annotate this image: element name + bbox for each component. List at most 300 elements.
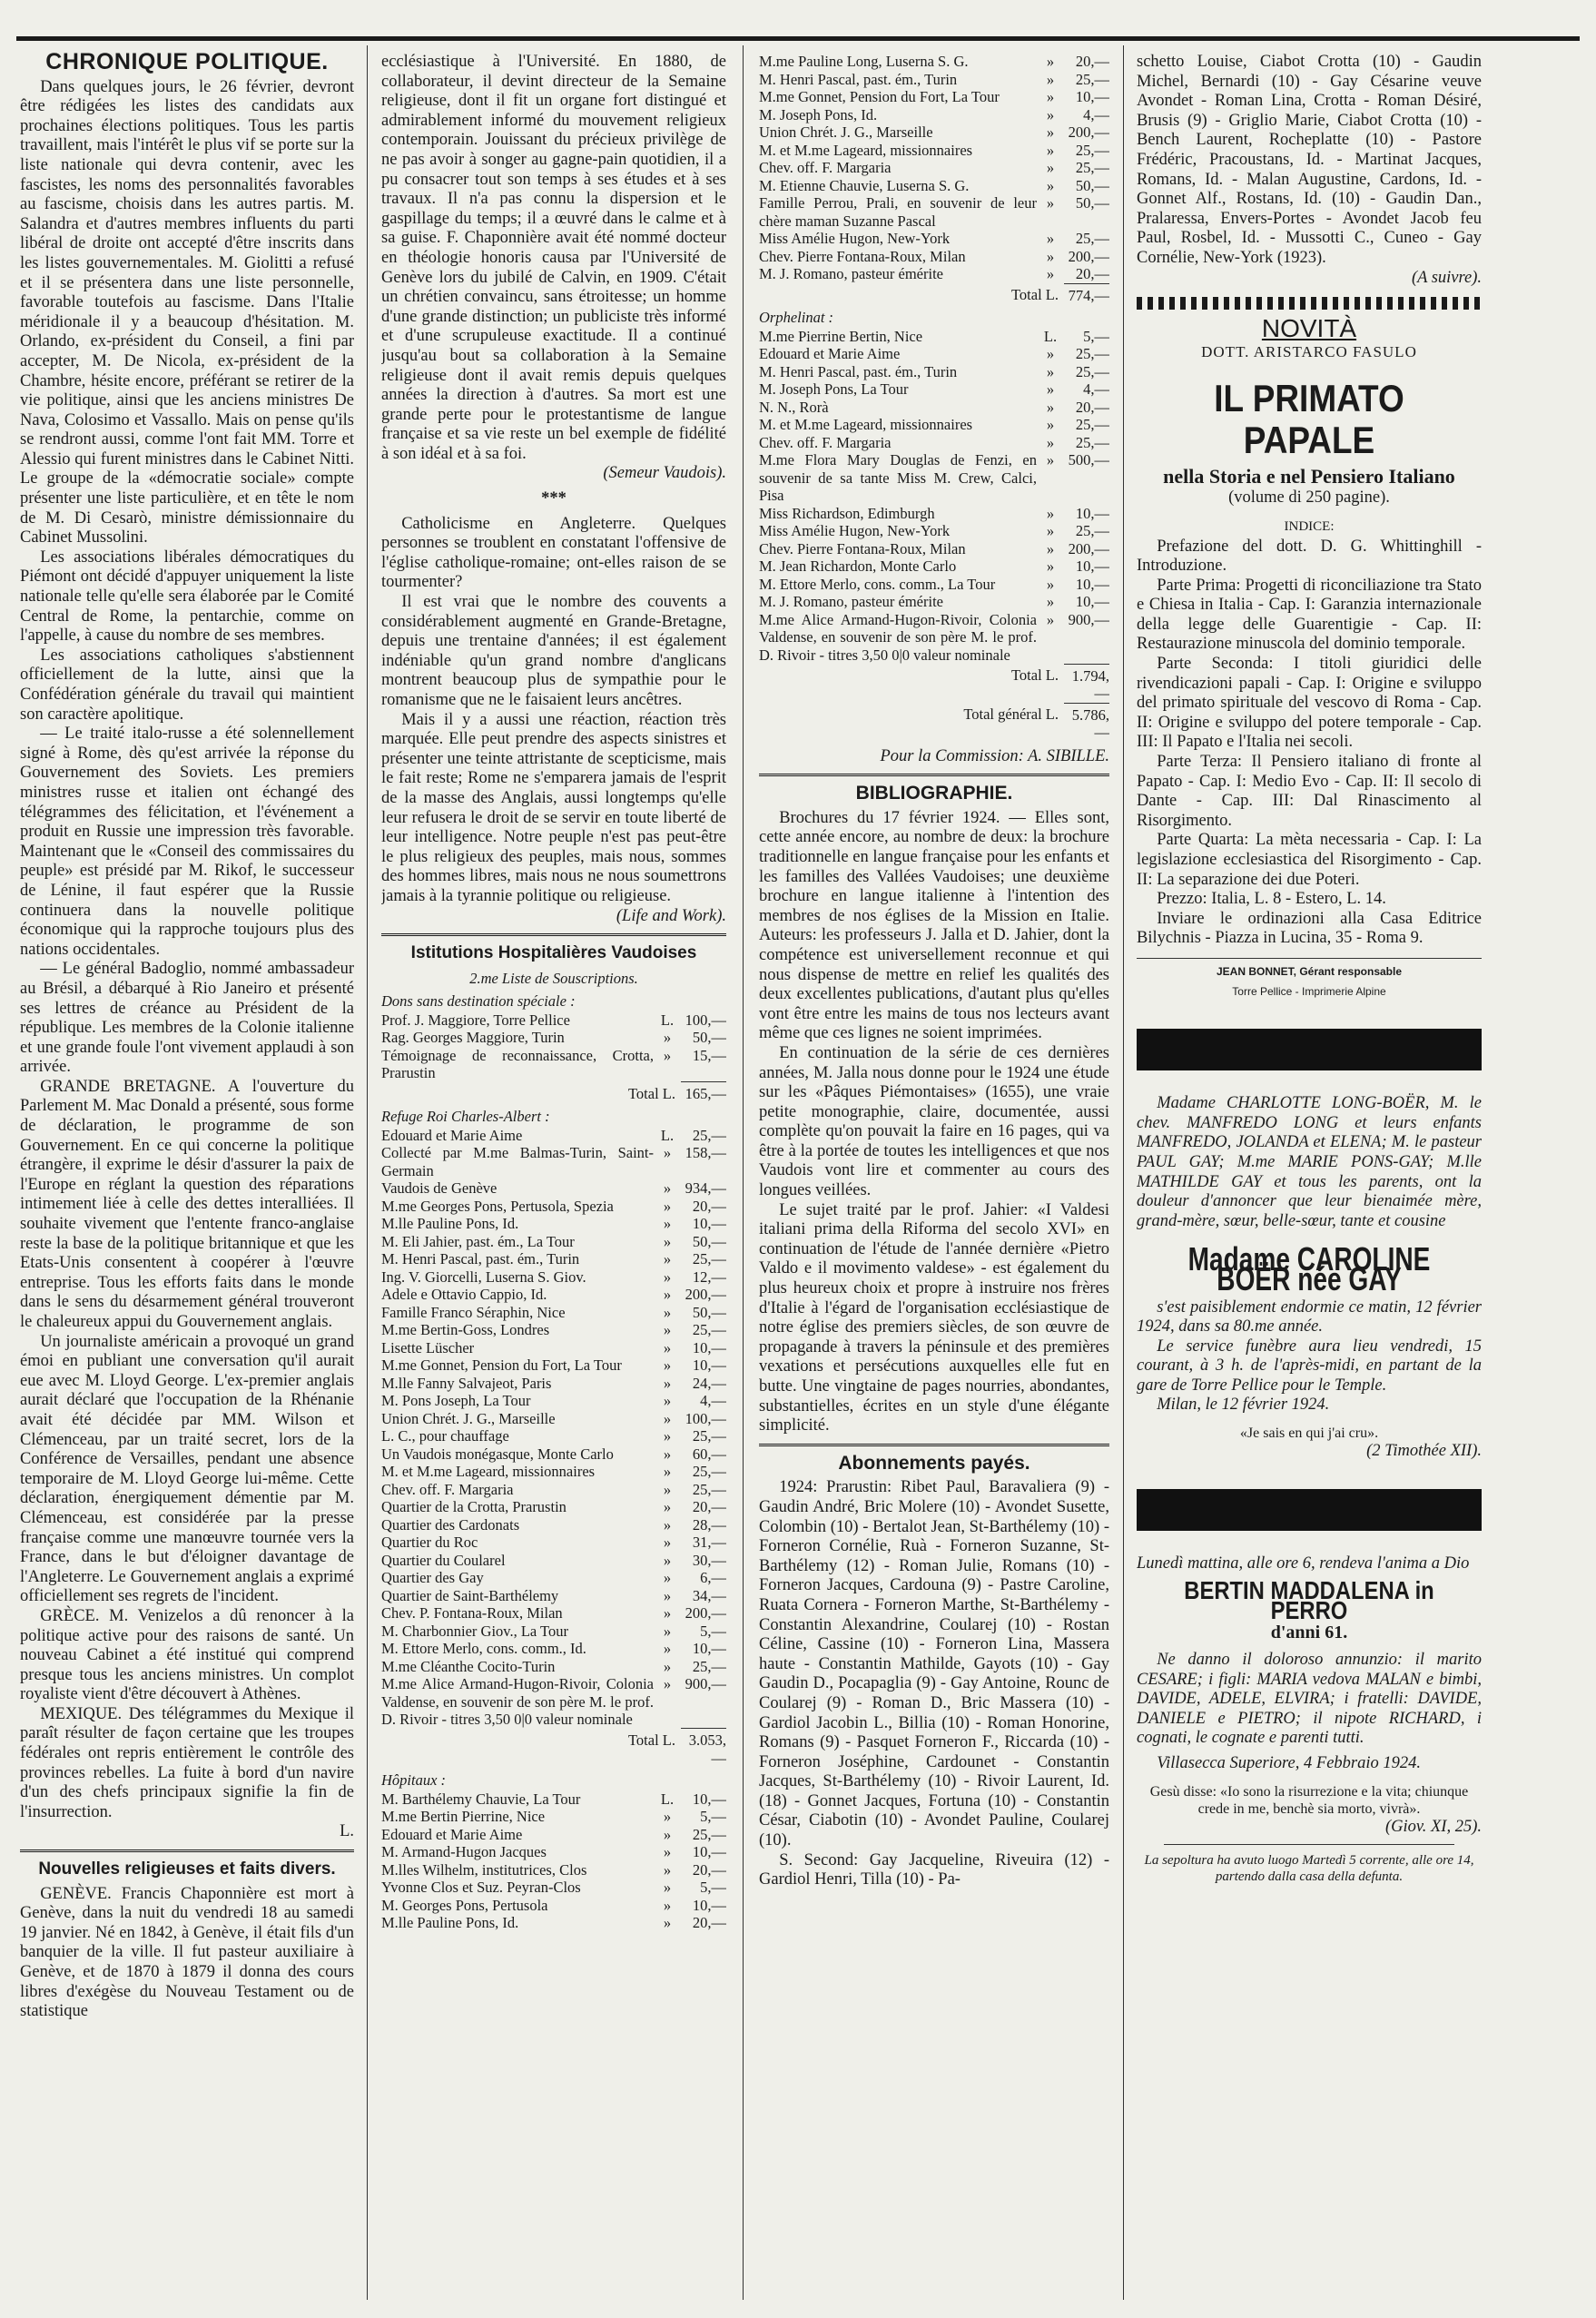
currency-mark: » [1046, 70, 1055, 88]
paragraph: En continuation de la série de ces dernières années, M. Jalla nous donne pour le 1924 une étude sur les «Pâques Piémontaises» (1655), une vraie petite monographie, claire, documentée, aussi complète qu'on pouvait la faire en 16 pages, qui va être à la portée de toutes les intelligences et que nos Vaudois vont lire et commenter au cours des longues veillées. [759, 1043, 1109, 1200]
currency-mark: » [663, 1843, 672, 1861]
donor-name: M. Henri Pascal, past. ém., Turin [381, 1250, 580, 1268]
amount: 200,— [1068, 539, 1109, 557]
amount: 20,— [692, 1197, 726, 1215]
currency-mark: » [1046, 265, 1055, 282]
donor-name: M. Jean Richardon, Monte Carlo [759, 557, 957, 576]
amount: 200,— [685, 1286, 726, 1303]
total-row [759, 703, 1109, 742]
paragraph: Il est vrai que le nombre des couvents a considérablement augmenté en Grande-Bretagne, depuis une trentaine d'années; il est également indéniable qu'un grand nombre d'anglicans montrent beaucoup plus de sympathie pour le romanisme que ne le faisaient leurs ancêtres. [381, 593, 726, 709]
total-row [759, 664, 1109, 703]
donation-row [759, 248, 1109, 266]
donor-name: M.me Gonnet, Pension du Fort, La Tour [381, 1356, 622, 1374]
donor-name: M.me Pauline Long, Luserna S. G. [759, 53, 969, 70]
currency-mark: » [663, 1179, 672, 1197]
donation-row [759, 88, 1109, 106]
donor-name: Union Chrét. J. G., Marseille [759, 123, 933, 141]
donation-row [759, 593, 1109, 611]
currency-mark: » [663, 1480, 672, 1498]
book-contents [1137, 538, 1482, 949]
donation-row [381, 1144, 726, 1179]
amount: 20,— [692, 1498, 726, 1515]
currency-mark: » [1046, 53, 1055, 70]
currency-mark: » [663, 1250, 672, 1268]
paragraph: Brochures du 17 février 1924. — Elles sont, cette année encore, au nombre de deux: la brochure traditionnelle en langue française pour les enfants et les familles des Vallées Vaudoises; une deuxième brochure en langue italienne à l'intention des membres de nos églises de la Mission en Italie. Auteurs: les professeurs J. Jalla et D. Jahier, dont la compétence est universellement reconnue et qui nous dispense de mettre en relief les qualités des deux excellentes publications, d'autant plus qu'elles vont être entre les mains de tous nos lecteurs avant même que ces lignes ne soient imprimées. [759, 808, 1109, 1043]
amount: 10,— [692, 1215, 726, 1232]
bibliographie-heading: BIBLIOGRAPHIE. [855, 783, 1013, 804]
currency-mark: » [663, 1498, 672, 1515]
amount: 200,— [1068, 247, 1109, 265]
abonnements-heading: Abonnements payés. [838, 1452, 1030, 1474]
donor-name: M. J. Romano, pasteur émérite [759, 593, 943, 611]
donor-name: Edouard et Marie Aime [381, 1126, 523, 1144]
catholicisme-body [381, 515, 726, 907]
donor-name: M. et M.me Lageard, missionnaires [759, 141, 973, 159]
donation-row [759, 540, 1109, 558]
donor-name: M.me Alice Armand-Hugon-Rivoir, Colonia Valdense, en souvenir de son père M. le prof. D. Rivoir - titres 3,50 0|0 valeur nominale [759, 610, 1037, 664]
donation-row [759, 159, 1109, 177]
currency-mark: L. [1043, 327, 1058, 345]
donation-row [759, 576, 1109, 594]
amount: 50,— [692, 1029, 726, 1047]
a-suivre: (A suivre). [1411, 268, 1482, 287]
amount: 5,— [1083, 327, 1109, 345]
currency-mark: » [663, 1534, 672, 1551]
donor-name: M. J. Romano, pasteur émérite [759, 265, 943, 282]
donor-name: Yvonne Clos et Suz. Peyran-Clos [381, 1879, 581, 1897]
section-rule [759, 1444, 1109, 1446]
paragraph: MEXIQUE. Des télégrammes du Mexique il paraît résulter de façon certaine que les troupes fédérales ont repris entièrement le contrôle des provinces rebelles. La fuite à bord d'un navire d'un des chefs principaux signifie la fin de l'insurrection. [20, 1704, 354, 1821]
currency-mark: » [1046, 416, 1055, 434]
paragraph: Inviare le ordinazioni alla Casa Editrice Bilychnis - Piazza in Lucina, 35 - Roma 9. [1137, 909, 1482, 948]
amount: 30,— [692, 1551, 726, 1569]
donor-name: Un Vaudois monégasque, Monte Carlo [381, 1445, 614, 1463]
currency-mark: » [663, 1860, 672, 1879]
donation-row [381, 1268, 726, 1287]
currency-mark: » [663, 1029, 672, 1047]
total-amount: 165,— [681, 1082, 726, 1103]
column-divider [1123, 45, 1124, 2300]
donation-row [759, 434, 1109, 452]
donation-row [381, 1047, 726, 1082]
currency-mark: L. [660, 1790, 675, 1808]
amount: 25,— [692, 1480, 726, 1498]
death2-text: Ne danno il doloroso annunzio: il marito CESARE; i figli: MARIA vedova MALAN e bimbi, DAVIDE, ADELE, ELVIRA; i fratelli: DAVIDE, DANIELE e PIETRO; il nipote RICHARD, i cognati, le cognate e parenti tutti. [1137, 1651, 1482, 1748]
donor-name: Chev. Pierre Fontana-Roux, Milan [759, 247, 966, 265]
currency-mark: » [663, 1197, 672, 1215]
amount: 200,— [685, 1604, 726, 1622]
amount: 25,— [692, 1657, 726, 1675]
donor-name: Prof. J. Maggiore, Torre Pellice [381, 1011, 570, 1029]
amount: 6,— [700, 1569, 726, 1586]
separator-stars: *** [541, 489, 566, 508]
paragraph: Prefazione del dott. D. G. Whittinghill - Introduzione. [1137, 537, 1482, 576]
amount: 10,— [692, 1896, 726, 1914]
paragraph: Prezzo: Italia, L. 8 - Estero, L. 14. [1157, 890, 1386, 909]
amount: 5,— [700, 1622, 726, 1640]
death1-text: s'est paisiblement endormie ce matin, 12 février 1924, dans sa 80.me année. [1137, 1297, 1482, 1337]
currency-mark: » [663, 1657, 672, 1675]
donor-name: Quartier des Gay [381, 1569, 484, 1586]
amount: 20,— [692, 1860, 726, 1879]
donor-name: M.me Alice Armand-Hugon-Rivoir, Colonia Valdense, en souvenir de son père M. le prof. D. Rivoir - titres 3,50 0|0 valeur nominale [381, 1675, 654, 1728]
currency-mark: » [1046, 433, 1055, 451]
donor-name: M. Pons Joseph, La Tour [381, 1392, 531, 1409]
imprimerie-line: Torre Pellice - Imprimerie Alpine [1232, 984, 1386, 998]
amount: 25,— [692, 1463, 726, 1480]
donation-row [381, 1250, 726, 1268]
currency-mark: » [1046, 123, 1055, 141]
currency-mark: » [1046, 345, 1055, 363]
currency-mark: » [1046, 176, 1055, 194]
donor-name: Chev. off. F. Margaria [759, 159, 892, 176]
donation-row [381, 1675, 726, 1729]
donation-row [759, 399, 1109, 417]
donor-name: Chev. P. Fontana-Roux, Milan [381, 1604, 563, 1622]
death2-name: BERTIN MADDALENA in PERRO [1184, 1576, 1434, 1624]
amount: 25,— [1075, 345, 1109, 363]
donor-name: Chev. off. F. Margaria [381, 1480, 514, 1498]
total-amount: 5.786,— [1064, 703, 1109, 742]
donor-name: M. Joseph Pons, La Tour [759, 380, 909, 399]
currency-mark: » [1046, 141, 1055, 159]
currency-mark: » [663, 1286, 672, 1303]
currency-mark: » [663, 1622, 672, 1640]
donation-row [381, 1356, 726, 1375]
donation-row [381, 1392, 726, 1410]
donation-row [381, 1640, 726, 1658]
donation-row [381, 1604, 726, 1623]
amount: 50,— [1075, 176, 1109, 194]
section-rule [20, 1849, 354, 1852]
currency-mark: » [663, 1879, 672, 1897]
amount: 200,— [1068, 123, 1109, 141]
amount: 25,— [692, 1825, 726, 1843]
paragraph: Le sujet traité par le prof. Jahier: «I Valdesi italiani prima della Riforma del secolo XVI» en continuation de l'étude de l'année dernière «Pietro Valdo e il movimento valdese» - est également du plus heureux choix et propre à instruire nos frères d'Italie à l'égard de l'organisation ecclésiastique de notre église des premiers siècles, de son œuvre de propagande à travers la péninsule et des premières vexations et persécutions auxquelles elle fut en butte. Une vingtaine de pages nourries, abondantes, substantielles, écrites en un style d'une élégante simplicité. [759, 1200, 1109, 1435]
donor-name: Chev. Pierre Fontana-Roux, Milan [759, 539, 966, 557]
currency-mark: » [663, 1640, 672, 1657]
donor-name: Collecté par M.me Balmas-Turin, Saint-Germain [381, 1144, 654, 1179]
currency-mark: » [663, 1232, 672, 1250]
donation-row [381, 1897, 726, 1915]
paragraph: S. Second: Gay Jacqueline, Riveuira (12) - Gardiol Henri, Tilla (10) - Pa- [759, 1850, 1109, 1889]
amount: 10,— [1075, 593, 1109, 611]
amount: 100,— [685, 1011, 726, 1029]
paragraph: Catholicisme en Angleterre. Quelques personnes se troublent en constatant l'offensive de l'église catholique-romaine; ont-elles raison de se tourmenter? [381, 514, 726, 592]
total-amount: 3.053,— [681, 1729, 726, 1768]
donor-name: Miss Amélie Hugon, New-York [759, 230, 951, 247]
currency-mark: » [663, 1825, 672, 1843]
donor-name: Rag. Georges Maggiore, Turin [381, 1029, 565, 1047]
donation-row [759, 345, 1109, 363]
donation-row [381, 1481, 726, 1499]
death2-ref: (Giov. XI, 25). [1385, 1817, 1482, 1836]
currency-mark: » [1046, 504, 1055, 522]
amount: 20,— [1075, 53, 1109, 70]
currency-mark: » [663, 1604, 672, 1622]
donation-row [381, 1179, 726, 1198]
column-1 [20, 53, 354, 2303]
donation-row [759, 416, 1109, 434]
total-row [381, 1082, 726, 1103]
sec2-heading: Refuge Roi Charles-Albert : [381, 1107, 550, 1125]
donation-row [381, 1826, 726, 1844]
amount: 10,— [692, 1640, 726, 1657]
death1-intro: Madame CHARLOTTE LONG-BOËR, M. le chev. MANFREDO LONG et leurs enfants MANFREDO, JOLANDA et ELENA; M. le pasteur PAUL GAY; M.me MARIE PONS-GAY; M.lle MATHILDE GAY et tous les parents, ont la douleur d'annoncer que leur bienaimée mère, grand-mère, sœur, belle-sœur, tante et cousine [1137, 1094, 1482, 1230]
donor-name: M. et M.me Lageard, missionnaires [381, 1463, 596, 1480]
currency-mark: » [663, 1515, 672, 1534]
total-row [759, 283, 1109, 304]
nouvelles-paragraph: GENÈVE. Francis Chaponnière est mort à Genève, dans la nuit du vendredi 18 au samedi 19 janvier. Né en 1842, à Genève, il était fils d'un banquier de la ville. Il fut pasteur auxiliaire à Genève, et de 1870 à 1879 il donna des cours libres d'exégèse du Nouveau Testament ou de statistique [20, 1884, 354, 2021]
paragraph: Dans quelques jours, le 26 février, devront être rédigées les listes des candidats aux prochaines élections politiques. Tous les partis travaillent, mais l'intérêt le plus vif se porte sur la liste nationale qui devra contenir, avec les fascistes, les noms des personnalités favorables au fascisme, choisis dans les autres partis. M. Salandra et d'autres membres influents du parti libéral de droite ont accepté d'être inscrits dans les listes gouvernementales. M. Giolitti a refusé et il se présentera dans une liste personnelle, favorable toutefois au fascisme. Dans l'Italie méridionale il y a beaucoup d'hésitation. M. Orlando, ex-président du Conseil, a fini par accepter, M. De Nicola, ex-président de la Chambre, hésite encore, préférant se retirer de la vie politique, ainsi que les anciens ministres De Nava, Colosimo et Vassallo. Mais on pense qu'ils se rendront aussi, comme l'ont fait MM. Torre et Alessio qui furent ministres dans le Cabinet Nitti. Le groupe de la «démocratie sociale» compte présenter une liste particulière, et en tête le nom de M. Di Cesarò, ministre démissionnaire du Cabinet Mussolini. [20, 77, 354, 547]
donor-name: Lisette Lüscher [381, 1338, 475, 1356]
donor-name: M.lle Pauline Pons, Id. [381, 1914, 519, 1932]
donor-name: M. Joseph Pons, Id. [759, 105, 878, 123]
currency-mark: » [1046, 539, 1055, 557]
donor-name: Union Chrét. J. G., Marseille [381, 1409, 556, 1427]
amount: 24,— [692, 1374, 726, 1392]
currency-mark: » [663, 1215, 672, 1232]
donor-name: M. Barthélemy Chauvie, La Tour [381, 1790, 581, 1808]
donation-row [381, 1321, 726, 1339]
amount: 34,— [692, 1586, 726, 1604]
donor-name: M. Etienne Chauvie, Luserna S. G. [759, 176, 970, 194]
currency-mark: » [1046, 105, 1055, 123]
death2-place: Villasecca Superiore, 4 Febbraio 1924. [1157, 1754, 1421, 1772]
donation-row [381, 1375, 726, 1393]
donor-name: Témoignage de reconnaissance, Crotta, Prarustin [381, 1046, 654, 1082]
currency-mark: » [663, 1356, 672, 1374]
currency-mark: » [1046, 451, 1055, 469]
donor-name: Miss Richardson, Edimburgh [759, 504, 935, 522]
donor-name: Quartier de la Crotta, Prarustin [381, 1498, 566, 1515]
total-label: Total général L. [963, 705, 1059, 724]
currency-mark: L. [660, 1126, 675, 1144]
amount: 4,— [1083, 380, 1109, 399]
donor-name: M.me Flora Mary Douglas de Fenzi, en souvenir de sa tante Miss M. Crew, Calci, Pisa [759, 451, 1037, 505]
paragraph: Un journaliste américain a provoqué un grand émoi en publiant une conversation qu'il aurait eue avec M. Lloyd George. L'ex-premier anglais aurait déclaré que l'occupation de la Rhénanie avait été décidée par MM. Wilson et Clémenceau, par un traité secret, lors de la Conférence de Versailles, pendant une absence temporaire de M. Lloyd George lui-même. Cette déclaration, énergiquement démentie par M. Clémenceau, est considérée par la presse française comme une manœuvre tournée vers la France, dans le but d'éloigner davantage de l'Angleterre. Le Gouvernement anglais a exprimé officiellement ses regrets de l'incident. [20, 1332, 354, 1606]
amount: 25,— [692, 1321, 726, 1338]
donation-row [381, 1427, 726, 1445]
donor-name: Famille Franco Séraphin, Nice [381, 1303, 566, 1321]
donation-row [381, 1843, 726, 1861]
amount: 5,— [700, 1808, 726, 1826]
donation-row [381, 1233, 726, 1251]
donor-name: M. Henri Pascal, past. ém., Turin [759, 70, 958, 88]
donor-name: Chev. off. F. Margaria [759, 433, 892, 451]
currency-mark: » [663, 1427, 672, 1445]
donation-row [381, 1011, 726, 1030]
abonnements-continued: schetto Louise, Ciabot Crotta (10) - Gaudin Michel, Bernardi (10) - Gay Césarine veuve Avondet - Roman Lina, Crotta - Roman Désiré, Brusis (9) - Griglio Marie, Ciabot Crotta (10) - Bench Laurent, Rocheplatte (10) - Pastore Frédéric, Pracoustans, Id. - Martinat Jacques, Romans, Id. - Malan Augustine, Cardons, Id. - Gonnet Alf., Rostans, Id. (10) - Gaudin Dan., Pralaressa, Envers-Portes - Avondet Jacob feu Paul, Rosbel, Id. - Mussotti C., Cuneo - Gay Cornélie, New-York (1923). [1137, 53, 1482, 267]
paragraph: — Le traité italo-russe a été solennellement signé à Rome, dès qu'est arrivée la réponse du Gouvernement des Soviets. Les premiers ministres russe et italien ont échangé des télégrammes des félicitation, et l'événement a produit en Russie une impression très favorable. Maintenant que le «Conseil des commissaires du peuple» est présidé par M. Rikof, le successeur de Lénine, il faut espérer que la Russie continuera dans la nouvelle politique économique qui la rapproche toujours plus des nations occidentales. [20, 725, 354, 959]
donations-table-hopitaux [381, 1790, 726, 1932]
donor-name: Adele e Ottavio Cappio, Id. [381, 1286, 547, 1303]
source-life-and-work: (Life and Work). [616, 906, 726, 925]
death1-quote: «Je sais en qui j'ai cru». [1239, 1425, 1379, 1442]
donation-row [759, 142, 1109, 160]
donations-table-general [381, 1011, 726, 1103]
amount: 500,— [1068, 451, 1109, 469]
book-author: DOTT. ARISTARCO FASULO [1201, 342, 1417, 360]
donation-row [381, 1516, 726, 1534]
amount: 25,— [1075, 362, 1109, 380]
donation-row [759, 328, 1109, 346]
donation-row [381, 1861, 726, 1879]
amount: 158,— [685, 1144, 726, 1161]
donor-name: M. Georges Pons, Pertusola [381, 1896, 548, 1914]
amount: 4,— [700, 1392, 726, 1409]
amount: 20,— [692, 1914, 726, 1932]
donor-name: M.lles Wilhelm, institutrices, Clos [381, 1860, 587, 1879]
amount: 4,— [1083, 105, 1109, 123]
amount: 10,— [692, 1356, 726, 1374]
currency-mark: » [1046, 398, 1055, 416]
donation-row [381, 1808, 726, 1826]
column-divider [367, 45, 368, 2300]
donation-row [381, 1587, 726, 1605]
currency-mark: » [1046, 230, 1055, 247]
donor-name: M. Henri Pascal, past. ém., Turin [759, 362, 958, 380]
bibliographie-body [759, 809, 1109, 1436]
amount: 50,— [692, 1232, 726, 1250]
donation-row [381, 1534, 726, 1552]
donation-row [759, 71, 1109, 89]
amount: 10,— [1075, 504, 1109, 522]
donation-row [759, 194, 1109, 230]
donation-row [381, 1286, 726, 1304]
donation-row [759, 451, 1109, 505]
column-divider [743, 45, 744, 2300]
donation-row [381, 1498, 726, 1516]
donor-name: M.me Pierrine Bertin, Nice [759, 327, 923, 345]
currency-mark: » [663, 1896, 672, 1914]
donation-row [381, 1463, 726, 1481]
donation-row [381, 1914, 726, 1932]
donor-name: Quartier du Roc [381, 1534, 478, 1551]
death2-funeral: La sepoltura ha avuto luogo Martedì 5 corrente, alle ore 14, partendo dalla casa della defunta. [1144, 1853, 1474, 1885]
amount: 20,— [1075, 265, 1109, 282]
death2-age: d'anni 61. [1270, 1623, 1348, 1643]
donor-name: M.me Georges Pons, Pertusola, Spezia [381, 1197, 614, 1215]
paragraph: 1924: Prarustin: Ribet Paul, Baravaliera (9) - Gaudin André, Bric Molere (10) - Avondet Susette, Colombin (10) - Bertalot Jean, St-Barthélemy (10) - Forneron Cornélie, Ruà - Forneron Suzanne, St-Barthélemy (12) - Roman Julie, Romans (10) - Forneron Jacques, Cardouna (9) - Pastre Caroline, Ruata Cornera - Forneron Marthe, St-Barthélemy - Constantin Alexandrine, Coularej (10) - Rostan Céline, Cassine (10) - Forneron Lina, Massera haute - Constantin Mathilde, Gayots (10) - Gay Gaudin D., Pocapaglia (9) - Gay Antoine, Rounc de Coularej (9) - Roman D., Bric Massera (10) - Gardiol Jacobin L., Billia (10) - Roman Honorine, Romans (9) - Pasquet Forneron F., Riccarda (10) - Forneron Joséphine, Cardounet - Constantin Jacques, St-Barthélemy (10) - Rivoir Laurent, Id. (18) - Gonnet Jacques, Fortuna (10) - Constantin César, Ciabotin (10) - Avondet Pauline, Coularej (10). [759, 1478, 1109, 1850]
donation-row [759, 505, 1109, 523]
donor-name: M. Armand-Hugon Jacques [381, 1843, 547, 1861]
donation-row [381, 1879, 726, 1897]
currency-mark: » [1046, 575, 1055, 593]
sec4-heading: Orphelinat : [759, 309, 834, 326]
currency-mark: » [663, 1321, 672, 1338]
death1-service: Le service funèbre aura lieu vendredi, 15 courant, à 3 h. de l'après-midi, en partant de la gare de Torre Pellice pour le Temple. [1137, 1337, 1482, 1395]
total-label: Total L. [628, 1084, 675, 1102]
amount: 10,— [1075, 88, 1109, 105]
donor-name: Quartier du Coularel [381, 1551, 506, 1569]
amount: 900,— [685, 1675, 726, 1692]
nouvelles-heading: Nouvelles religieuses et faits divers. [38, 1859, 336, 1879]
total-amount: 774,— [1064, 283, 1109, 304]
donation-row [759, 363, 1109, 381]
paragraph: Parte Quarta: La mèta necessaria - Cap. I: La legislazione ecclesiastica del Risorgimento - Cap. II: La separazione dei due Poteri. [1137, 831, 1482, 889]
currency-mark: » [663, 1445, 672, 1463]
amount: 900,— [1068, 610, 1109, 628]
currency-mark: » [663, 1551, 672, 1569]
indice-label: INDICE: [1284, 518, 1335, 534]
donation-row [381, 1339, 726, 1357]
donation-row [381, 1410, 726, 1428]
total-label: Total L. [1011, 286, 1059, 303]
currency-mark: L. [660, 1011, 675, 1029]
currency-mark: » [663, 1808, 672, 1826]
top-rule [16, 36, 1580, 41]
donation-row [381, 1445, 726, 1464]
amount: 20,— [1075, 398, 1109, 416]
paragraph: — Le général Badoglio, nommé ambassadeur au Brésil, a débarqué à Rio Janeiro et présenté ses lettres de créance au Président de la république. Les membres de la Colonie italienne et une grande foule l'ont vivement applaudi à son arrivée. [20, 960, 354, 1077]
amount: 25,— [1075, 159, 1109, 176]
amount: 5,— [700, 1879, 726, 1897]
donation-row [381, 1304, 726, 1322]
donor-name: Edouard et Marie Aime [759, 345, 901, 363]
donor-name: M.me Cléanthe Cocito-Turin [381, 1657, 556, 1675]
donor-name: M. Ettore Merlo, cons. comm., La Tour [759, 575, 996, 593]
rule [1137, 958, 1482, 959]
source-semeur: (Semeur Vaudois). [603, 464, 726, 483]
mourning-band [1137, 1029, 1482, 1070]
currency-mark: » [1046, 522, 1055, 540]
column-4 [1137, 53, 1482, 2303]
amount: 25,— [1075, 70, 1109, 88]
donations-table-orphelinat [759, 328, 1109, 703]
amount: 50,— [692, 1303, 726, 1321]
amount: 934,— [685, 1179, 726, 1197]
donation-row [759, 265, 1109, 283]
paragraph: GRÈCE. M. Venizelos a dû renoncer à la politique active pour des raisons de santé. Un nouveau Cabinet a été institué qui comprend presque tous les anciens ministres. Un complot royaliste vient d'être découvert à Athènes. [20, 1606, 354, 1704]
currency-mark: » [1046, 247, 1055, 265]
novita-heading: NOVITÀ [1261, 314, 1357, 343]
amount: 10,— [1075, 557, 1109, 576]
currency-mark: » [663, 1409, 672, 1427]
total-label: Total L. [628, 1731, 675, 1749]
donor-name: Miss Amélie Hugon, New-York [759, 522, 951, 540]
mourning-band [1137, 1489, 1482, 1531]
amount: 10,— [692, 1338, 726, 1356]
amount: 100,— [685, 1409, 726, 1427]
currency-mark: » [663, 1392, 672, 1409]
currency-mark: » [1046, 362, 1055, 380]
total-label: Total L. [1011, 666, 1059, 685]
currency-mark: » [663, 1675, 672, 1692]
donor-name: Edouard et Marie Aime [381, 1825, 523, 1843]
donations-table-hopitaux-cont [759, 53, 1109, 304]
amount: 25,— [692, 1126, 726, 1144]
donation-row [381, 1790, 726, 1809]
donation-row [759, 611, 1109, 665]
institutions-heading: Istitutions Hospitalières Vaudoises [410, 943, 697, 963]
section-rule [381, 933, 726, 936]
currency-mark: » [663, 1144, 672, 1161]
currency-mark: » [1046, 557, 1055, 576]
currency-mark: » [1046, 159, 1055, 176]
death1-ref: (2 Timothée XII). [1366, 1442, 1482, 1461]
donor-name: M.lle Pauline Pons, Id. [381, 1215, 519, 1232]
donation-row [381, 1552, 726, 1570]
donor-name: M.lle Fanny Salvajeot, Paris [381, 1374, 552, 1392]
donor-name: M. Charbonnier Giov., La Tour [381, 1622, 568, 1640]
paragraph: Les associations libérales démocratiques du Piémont ont décidé d'appuyer uniquement la liste nationale telle qu'elle sera élaborée par le Comité Central de Rome, la pentarchie, comme on l'appelle, à cause du nombre de ses membres. [20, 547, 354, 646]
donation-row [759, 380, 1109, 399]
currency-mark: » [663, 1374, 672, 1392]
amount: 25,— [1075, 522, 1109, 540]
donation-row [381, 1198, 726, 1216]
amount: 25,— [1075, 230, 1109, 247]
